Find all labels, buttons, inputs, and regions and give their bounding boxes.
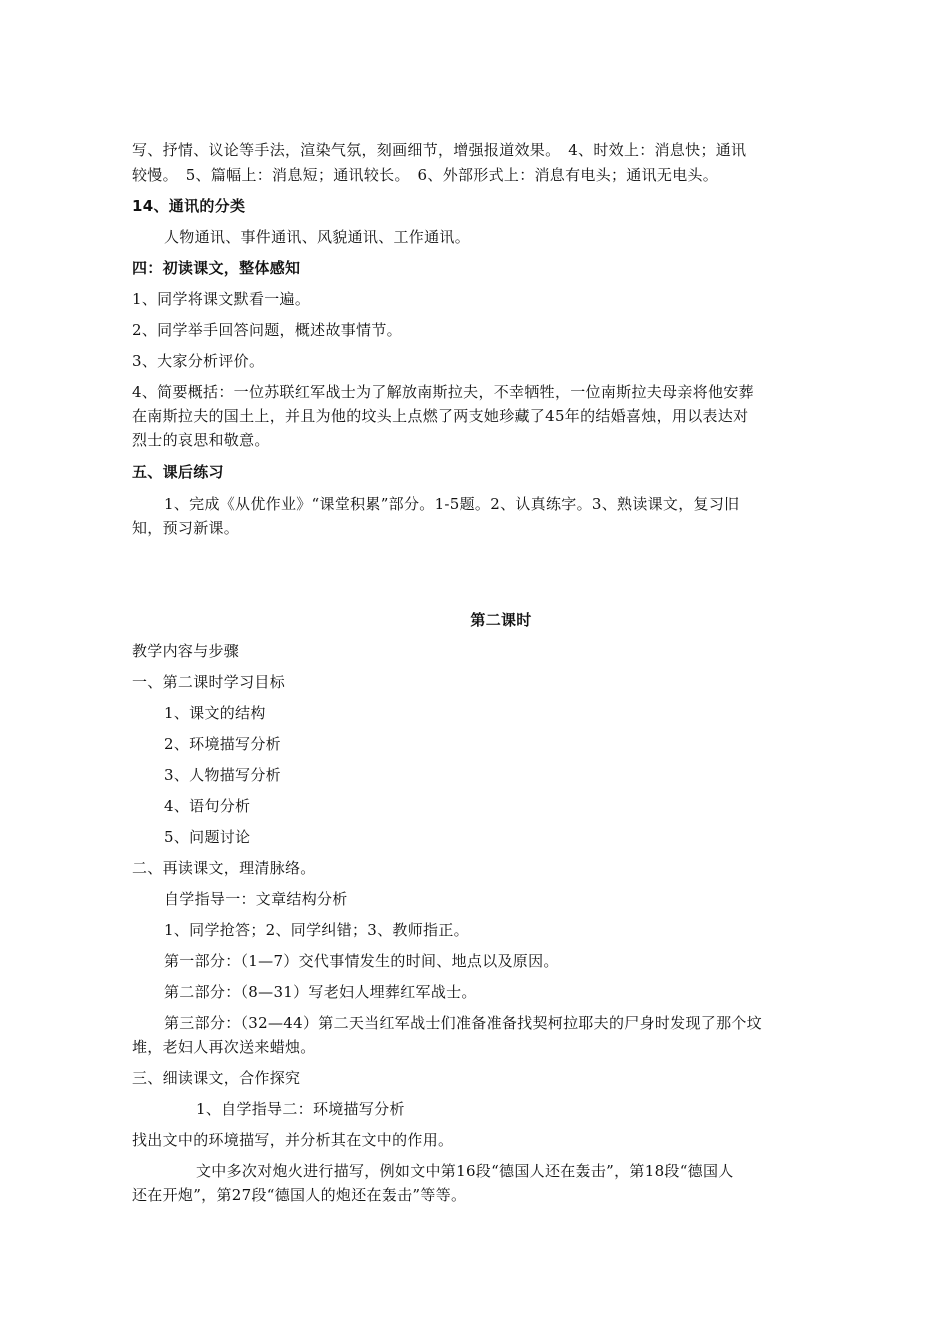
paragraph-line: 第二部分：（8—31）写老妇人埋葬红军战士。 (164, 983, 477, 1001)
paragraph-line: 人物通讯、事件通讯、风貌通讯、工作通讯。 (164, 228, 471, 246)
paragraph-line: 还在开炮”，第27段“德国人的炮还在轰击”等等。 (132, 1186, 467, 1204)
paragraph-line: 烈士的哀思和敬意。 (132, 431, 270, 449)
paragraph-line: 堆，老妇人再次送来蜡烛。 (132, 1038, 316, 1056)
list-item: 3、大家分析评价。 (132, 352, 265, 370)
list-item: 1、课文的结构 (164, 704, 266, 722)
section-heading: 四：初读课文，整体感知 (132, 259, 301, 277)
paragraph-line: 找出文中的环境描写，并分析其在文中的作用。 (132, 1131, 454, 1149)
paragraph-line: 文中多次对炮火进行描写，例如文中第16段“德国人还在轰击”，第18段“德国人 (196, 1162, 734, 1180)
section-heading: 五、课后练习 (132, 463, 224, 481)
list-item: 4、简要概括：一位苏联红军战士为了解放南斯拉夫，不幸牺牲，一位南斯拉夫母亲将他安葬 (132, 383, 754, 401)
section-heading: 一、第二课时学习目标 (132, 673, 286, 691)
list-item: 2、同学举手回答问题，概述故事情节。 (132, 321, 402, 339)
list-item: 4、语句分析 (164, 797, 251, 815)
paragraph-line: 自学指导一：文章结构分析 (164, 890, 348, 908)
paragraph-line: 写、抒情、议论等手法，渲染气氛，刻画细节，增强报道效果。 4、时效上：消息快；通讯 (132, 141, 747, 159)
paragraph-line: 第三部分：（32—44）第二天当红军战士们准备准备找契柯拉耶夫的尸身时发现了那个坟 (164, 1014, 762, 1032)
section-heading: 教学内容与步骤 (132, 642, 240, 660)
paragraph-line: 较慢。 5、篇幅上：消息短；通讯较长。 6、外部形式上：消息有电头；通讯无电头。 (132, 166, 719, 184)
section-heading: 二、再读课文，理清脉络。 (132, 859, 316, 877)
list-item: 1、同学将课文默看一遍。 (132, 290, 311, 308)
section-heading: 三、细读课文，合作探究 (132, 1069, 301, 1087)
paragraph-line: 1、同学抢答；2、同学纠错；3、教师指正。 (164, 921, 469, 939)
list-item: 2、环境描写分析 (164, 735, 281, 753)
paragraph-line: 1、完成《从优作业》“课堂积累”部分。1-5题。2、认真练字。3、熟读课文，复习旧 (164, 495, 740, 513)
lesson-title: 第二课时 (470, 611, 532, 629)
paragraph-line: 知，预习新课。 (132, 519, 240, 537)
paragraph-line: 在南斯拉夫的国土上，并且为他的坟头上点燃了两支她珍藏了45年的结婚喜烛，用以表达对 (132, 407, 749, 425)
paragraph-line: 1、自学指导二：环境描写分析 (196, 1100, 405, 1118)
paragraph-line: 第一部分：（1—7）交代事情发生的时间、地点以及原因。 (164, 952, 559, 970)
list-item: 5、问题讨论 (164, 828, 251, 846)
list-item: 3、人物描写分析 (164, 766, 281, 784)
section-heading: 14、通讯的分类 (132, 197, 246, 215)
